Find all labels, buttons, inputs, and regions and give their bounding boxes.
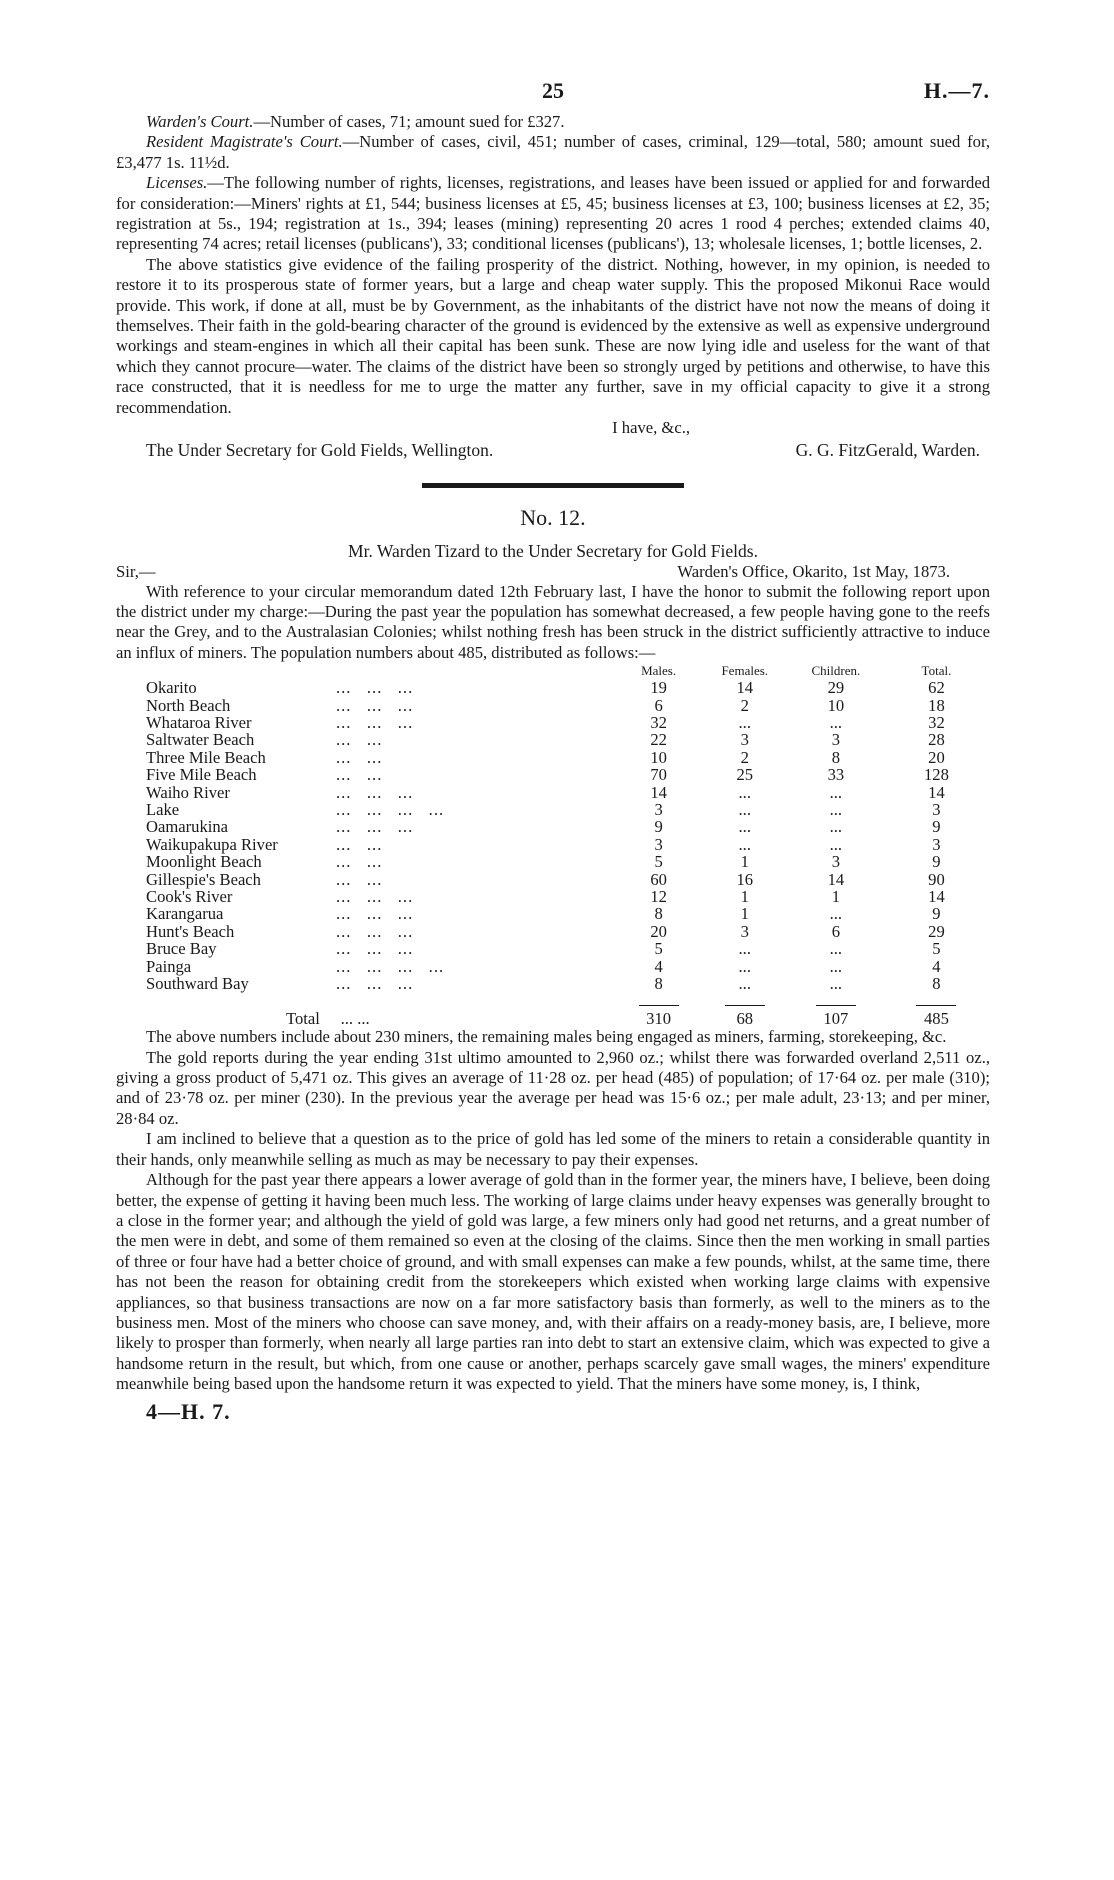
place-cell: Waikupakupa River ... ... xyxy=(146,834,383,854)
place-cell: Southward Bay ... ... ... xyxy=(146,974,414,994)
place-cell: Karangarua ... ... ... xyxy=(146,904,414,924)
children-cell: 8 xyxy=(831,747,840,767)
table-row xyxy=(146,888,990,905)
total-cell: 3 xyxy=(932,799,941,819)
table-row xyxy=(146,853,990,870)
females-cell: 1 xyxy=(740,904,749,924)
salutation-row xyxy=(116,562,990,582)
females-cell: 25 xyxy=(736,765,754,785)
document-reference: H.—7. xyxy=(923,78,990,103)
males-cell: 20 xyxy=(650,921,667,941)
closing-line: I have, &c., xyxy=(612,418,690,438)
population-table xyxy=(146,663,990,1027)
table-row xyxy=(146,923,990,940)
total-cell: 32 xyxy=(928,712,945,732)
opening-para: With reference to your circular memorandum dated 12th February last, I have the honor to submit the following report upon the district under my charge:—During the past year the population has somewhat decreased, a few people having gone to the reefs near the Grey, and to the Australasian Colonies; whilst nothing fresh has been struck in the district sufficiently attractive to induce an influx of miners. The population numbers about 485, distributed as follows:— xyxy=(116,581,990,662)
children-cell: 14 xyxy=(827,869,845,889)
females-cell: 3 xyxy=(740,921,749,941)
males-cell: 5 xyxy=(654,852,663,872)
children-cell: ... xyxy=(829,956,843,976)
licenses-para: Licenses.—The following number of rights, licenses, registrations, and leases have been issued or applied for and forwarded for consideration:—Miners' rights at £1, 544; business licenses at £5, 45; business licenses at £3, 100; business licenses at £2, 35; registration at 5s., 194; registration at 1s., 394; leases (mining) representing 20 acres 1 rood 4 perches; extended claims 40, representing 74 acres; retail licenses (publicans'), 33; conditional licenses (publicans'), 13; wholesale licenses, 1; bottle licenses, 2. xyxy=(116,173,990,254)
children-cell: ... xyxy=(829,974,843,994)
warden-signature: G. G. FitzGerald, Warden. xyxy=(795,439,980,460)
children-cell: ... xyxy=(829,712,843,732)
males-cell: 70 xyxy=(650,765,667,785)
table-row xyxy=(146,905,990,922)
males-cell: 14 xyxy=(650,782,667,802)
children-cell: ... xyxy=(829,939,843,959)
body-para-1: The above numbers include about 230 miners, the remaining males being engaged as miners, farming, storekeeping, &c. xyxy=(146,1027,947,1047)
table-row xyxy=(146,975,990,992)
females-cell: 3 xyxy=(740,730,749,750)
population-table-header xyxy=(146,663,990,679)
children-cell: 6 xyxy=(831,921,840,941)
total-cell: 9 xyxy=(932,904,941,924)
total-cell: 28 xyxy=(928,730,945,750)
females-cell: 14 xyxy=(736,678,754,698)
females-cell: 2 xyxy=(740,747,749,767)
table-row xyxy=(146,836,990,853)
total-cell: 8 xyxy=(932,974,941,994)
males-cell: 32 xyxy=(650,712,667,732)
total-cell: 4 xyxy=(932,956,941,976)
males-cell: 10 xyxy=(650,747,667,767)
females-cell: ... xyxy=(738,974,751,994)
children-cell: ... xyxy=(829,799,843,819)
total-cell: 5 xyxy=(932,939,941,959)
salutation: Sir,— xyxy=(116,561,156,581)
rm-court-para: Resident Magistrate's Court.—Number of cases, civil, 451; number of cases, criminal, 129—total, 580; amount sued for, £3,477 1s. 11½d. xyxy=(116,132,990,172)
letter-number: No. 12. xyxy=(520,504,586,530)
licenses-label: Licenses. xyxy=(146,173,208,193)
children-cell: 1 xyxy=(831,887,840,906)
place-cell: Gillespie's Beach ... ... xyxy=(146,869,383,889)
females-cell: ... xyxy=(738,782,751,802)
letter-title: Mr. Warden Tizard to the Under Secretary for Gold Fields. xyxy=(348,540,758,561)
total-cell: 90 xyxy=(928,869,945,889)
children-cell: 3 xyxy=(831,730,840,750)
females-cell: 1 xyxy=(740,852,749,872)
males-cell: 6 xyxy=(654,695,663,715)
col-total: Total. xyxy=(921,663,952,679)
males-cell: 5 xyxy=(654,939,663,959)
rm-court-label: Resident Magistrate's Court. xyxy=(146,132,343,152)
males-cell: 60 xyxy=(650,869,667,889)
place-cell: Saltwater Beach ... ... xyxy=(146,730,383,750)
males-cell: 3 xyxy=(654,799,663,819)
place-cell: Hunt's Beach ... ... ... xyxy=(146,921,414,941)
males-cell: 3 xyxy=(654,834,663,854)
children-cell: ... xyxy=(829,834,843,854)
children-cell: ... xyxy=(829,782,843,802)
table-total-row: Total ... ... 310 68 107 485 xyxy=(286,1008,949,1028)
total-cell: 14 xyxy=(928,887,945,906)
place-cell: Okarito ... ... ... xyxy=(146,678,414,698)
table-row xyxy=(146,958,990,975)
males-cell: 19 xyxy=(650,678,667,698)
signature-mark: 4—H. 7. xyxy=(146,1398,231,1424)
total-cell: 62 xyxy=(928,678,945,698)
place-cell: Cook's River ... ... ... xyxy=(146,887,414,906)
table-row xyxy=(146,766,990,783)
table-row xyxy=(146,749,990,766)
place-cell: Five Mile Beach ... ... xyxy=(146,765,383,785)
table-row xyxy=(146,714,990,731)
place-cell: Painga ... ... ... ... xyxy=(146,956,445,976)
total-cell: 29 xyxy=(928,921,945,941)
total-cell: 128 xyxy=(923,765,949,785)
total-cell: 20 xyxy=(928,747,945,767)
body-para-3: I am inclined to believe that a question as to the price of gold has led some of the miners to retain a considerable quantity in their hands, only meanwhile selling as much as may be necessary to pay their expenses. xyxy=(116,1129,990,1169)
wardens-court-label: Warden's Court. xyxy=(146,112,254,131)
children-cell: 3 xyxy=(831,852,840,872)
table-row xyxy=(146,801,990,818)
place-cell: Waiho River ... ... ... xyxy=(146,782,414,802)
children-cell: 33 xyxy=(827,765,845,785)
children-cell: ... xyxy=(829,817,843,837)
table-rule-row xyxy=(146,992,990,1009)
wardens-court-para: Warden's Court.—Number of cases, 71; amount sued for £327. xyxy=(146,112,565,131)
females-cell: ... xyxy=(738,834,751,854)
children-cell: ... xyxy=(829,904,843,924)
col-children: Children. xyxy=(811,663,861,679)
section-divider xyxy=(422,483,684,488)
place-cell: Lake ... ... ... ... xyxy=(146,799,445,819)
page-header xyxy=(116,78,990,112)
col-females: Females. xyxy=(721,663,769,679)
females-cell: ... xyxy=(738,939,751,959)
females-cell: 1 xyxy=(740,887,749,906)
addressee: The Under Secretary for Gold Fields, Wellington. xyxy=(146,439,494,460)
total-cell: 18 xyxy=(928,695,945,715)
females-cell: ... xyxy=(738,712,751,732)
col-males: Males. xyxy=(641,663,677,679)
place-cell: Three Mile Beach ... ... xyxy=(146,747,383,767)
females-cell: ... xyxy=(738,817,751,837)
table-row xyxy=(146,818,990,835)
females-cell: 16 xyxy=(736,869,754,889)
children-cell: 10 xyxy=(827,695,845,715)
total-cell: 9 xyxy=(932,817,941,837)
place-cell: Oamarukina ... ... ... xyxy=(146,817,414,837)
total-cell: 14 xyxy=(928,782,945,802)
signature-row xyxy=(116,439,990,461)
place-cell: Whataroa River ... ... ... xyxy=(146,712,414,732)
table-row xyxy=(146,784,990,801)
table-row xyxy=(146,731,990,748)
table-row xyxy=(146,697,990,714)
females-cell: 2 xyxy=(740,695,749,715)
document-page xyxy=(116,78,990,1425)
males-cell: 8 xyxy=(654,904,663,924)
office-date: Warden's Office, Okarito, 1st May, 1873. xyxy=(677,561,950,581)
place-cell: North Beach ... ... ... xyxy=(146,695,414,715)
table-row xyxy=(146,871,990,888)
females-cell: ... xyxy=(738,956,751,976)
males-cell: 22 xyxy=(650,730,667,750)
body-para-4: Although for the past year there appears a lower average of gold than in the former year, the miners have, I believe, been doing better, the expense of getting it having been much less. The working of large claims under heavy expenses was generally brought to a close in the former year; and although the yield of gold was large, a few miners only had good net returns, and a great number of the men were in debt, and some of them remained so even at the closing of the claims. Since then the men working in small parties of three or four have had a better choice of ground, and with small expenses can make a few pounds, whilst, at the same time, there has not been the reason for obtaining credit from the storekeepers which existed when working large claims with expensive appliances, so that business transactions are now on a far more satisfactory basis than formerly, as well to the miners as to the business men. Most of the miners who choose can save money, and, with their affairs on a ready-money basis, are, I believe, more likely to prosper than formerly, when nearly all large parties ran into debt to start an extensive claim, which was expected to give a handsome return in the result, but which, from one cause or another, perhaps scarcely gave small wages, the miners' expenditure meanwhile being based upon the handsome return it was expected to yield. That the miners have some money, is, I think, xyxy=(116,1170,990,1394)
males-cell: 8 xyxy=(654,974,663,994)
page-number: 25 xyxy=(542,78,564,103)
table-row xyxy=(146,679,990,696)
body-para-2: The gold reports during the year ending 31st ultimo amounted to 2,960 oz.; whilst there was forwarded overland 2,511 oz., giving a gross product of 5,471 oz. This gives an average of 11·28 oz. per head (485) of population; of 17·64 oz. per male (310); and of 23·78 oz. per miner (230). In the previous year the average per head was 15·6 oz.; per male adult, 23·13; and per miner, 28·84 oz. xyxy=(116,1047,990,1128)
males-cell: 9 xyxy=(654,817,663,837)
males-cell: 12 xyxy=(650,887,667,906)
males-cell: 4 xyxy=(654,956,663,976)
females-cell: ... xyxy=(738,799,751,819)
total-cell: 9 xyxy=(932,852,941,872)
total-cell: 3 xyxy=(932,834,941,854)
table-row xyxy=(146,940,990,957)
statistics-para: The above statistics give evidence of the failing prosperity of the district. Nothing, however, in my opinion, is needed to restore it to its prosperous state of former years, but a large and cheap water supply. This the proposed Mikonui Race would provide. This work, if done at all, must be by Government, as the inhabitants of the district have not now the means of doing it themselves. Their faith in the gold-bearing character of the ground is evidenced by the extensive as well as expensive underground workings and steam-engines in which all their capital has been sunk. These are now lying idle and useless for the want of that which they cannot procure—water. The claims of the district have been so strongly urged by petitions and otherwise, to have this race constructed, that it is needless for me to urge the matter any further, save in my official capacity to give it a strong recommendation. xyxy=(116,254,990,417)
place-cell: Bruce Bay ... ... ... xyxy=(146,939,414,959)
children-cell: 29 xyxy=(827,678,845,698)
place-cell: Moonlight Beach ... ... xyxy=(146,852,383,872)
